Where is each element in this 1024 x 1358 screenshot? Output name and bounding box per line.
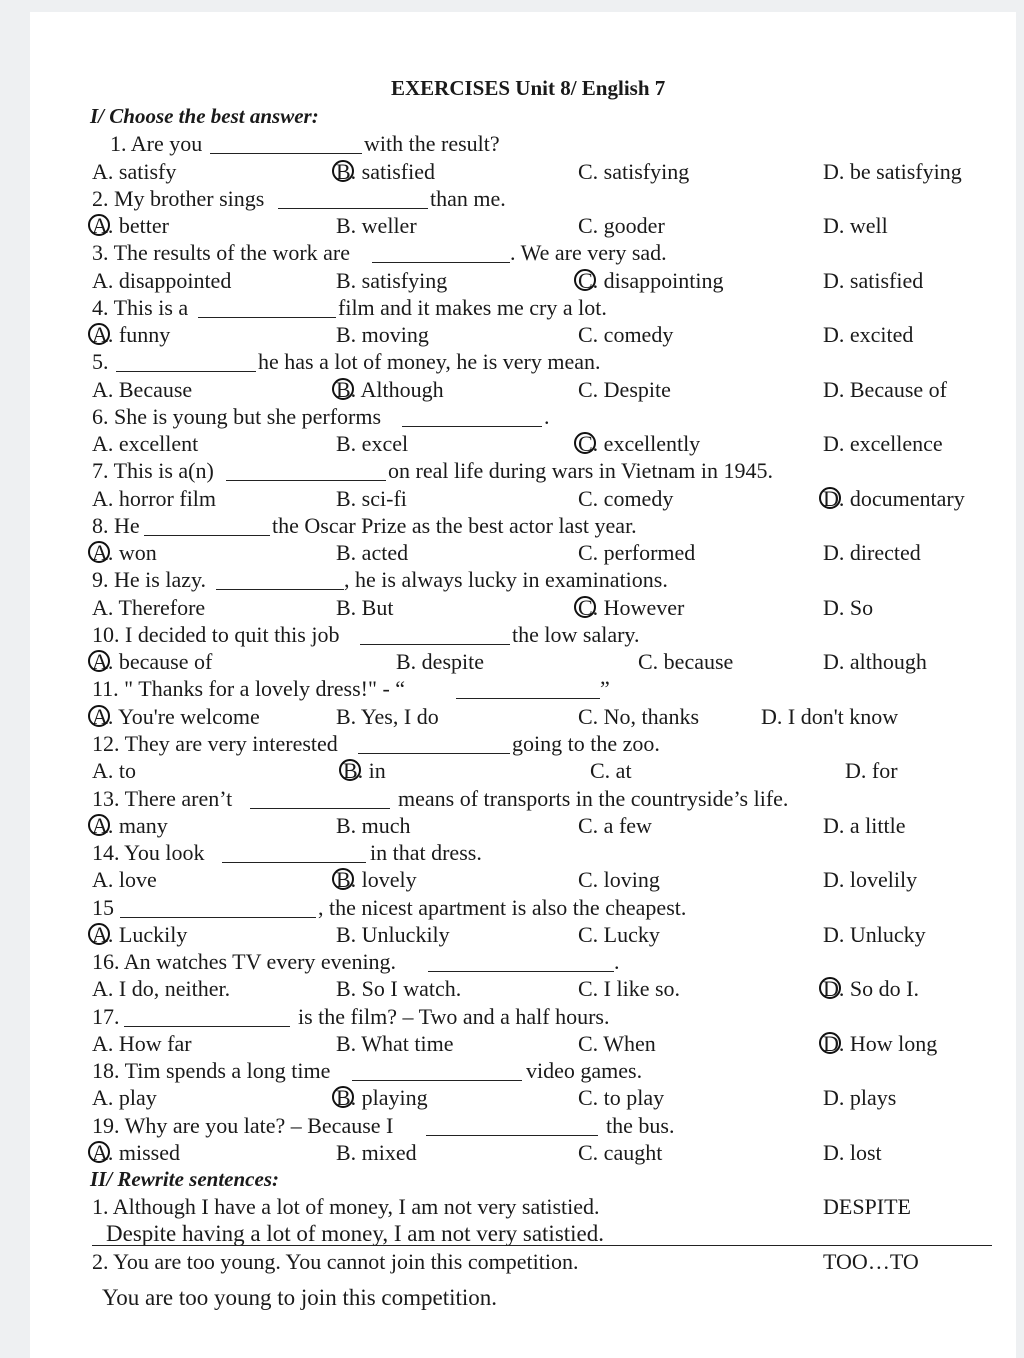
option-13a: A. many (92, 813, 168, 838)
question-4-stem-end: film and it makes me cry a lot. (338, 295, 607, 320)
option-8a: A. won (92, 540, 157, 565)
question-18-stem: 18. Tim spends a long time (92, 1058, 331, 1083)
question-1-stem: 1. Are you (110, 131, 203, 156)
option-4a: A. funny (92, 322, 171, 347)
question-7-blank (226, 480, 386, 481)
option-3c: C. disappointing (578, 268, 724, 293)
question-19-stem: 19. Why are you late? – Because I (92, 1113, 394, 1138)
question-8-stem-end: the Oscar Prize as the best actor last year. (272, 513, 637, 538)
option-17d: D. How long (823, 1031, 938, 1056)
question-17-stem: 17. (92, 1004, 120, 1029)
question-9-stem-end: , he is always lucky in examinations. (344, 567, 668, 592)
question-12-stem-end: going to the zoo. (512, 731, 660, 756)
option-2b: B. weller (336, 213, 417, 238)
answer-circle-8 (88, 541, 110, 563)
question-13-stem: 13. There aren’t (92, 786, 233, 811)
option-3d: D. satisfied (823, 268, 924, 293)
option-18d: D. plays (823, 1085, 897, 1110)
question-19-blank (426, 1135, 598, 1136)
option-12c: C. at (590, 758, 632, 783)
option-16d: D. So do I. (823, 976, 919, 1001)
option-19c: C. caught (578, 1140, 663, 1165)
answer-circle-15 (88, 923, 110, 945)
option-16a: A. I do, neither. (92, 976, 231, 1001)
option-8c: C. performed (578, 540, 696, 565)
question-15-stem: 15 (92, 895, 114, 920)
option-1d: D. be satisfying (823, 159, 962, 184)
option-13d: D. a little (823, 813, 906, 838)
option-5a: A. Because (92, 377, 193, 402)
answer-circle-3 (574, 269, 596, 291)
option-10c: C. because (638, 649, 734, 674)
question-11-blank (456, 698, 600, 699)
option-13c: C. a few (578, 813, 652, 838)
option-2d: D. well (823, 213, 888, 238)
question-11-stem-end: ” (600, 676, 610, 701)
rewrite-1-answer-line (92, 1245, 992, 1246)
question-7-stem: 7. This is a(n) (92, 458, 214, 483)
rewrite-2-keyword: TOO…TO (823, 1249, 919, 1274)
question-15-blank (120, 917, 316, 918)
option-19b: B. mixed (336, 1140, 417, 1165)
rewrite-2-answer: You are too young to join this competition. (102, 1285, 498, 1310)
option-9c: C. However (578, 595, 685, 620)
question-18-blank (352, 1080, 522, 1081)
option-2a: A. better (92, 213, 169, 238)
question-5-blank (116, 371, 256, 372)
question-15-stem-end: , the nicest apartment is also the cheapest. (318, 895, 687, 920)
option-6a: A. excellent (92, 431, 199, 456)
option-17b: B. What time (336, 1031, 454, 1056)
question-6-blank (402, 426, 542, 427)
question-10-stem-end: the low salary. (512, 622, 640, 647)
option-9a: A. Therefore (92, 595, 206, 620)
worksheet-title: EXERCISES Unit 8/ English 7 (391, 76, 666, 100)
option-15c: C. Lucky (578, 922, 660, 947)
option-4d: D. excited (823, 322, 914, 347)
answer-circle-14 (332, 868, 354, 890)
answer-circle-18 (332, 1086, 354, 1108)
option-11d: D. I don't know (761, 704, 899, 729)
option-11b: B. Yes, I do (336, 704, 439, 729)
option-6c: C. excellently (578, 431, 701, 456)
option-12d: D. for (845, 758, 898, 783)
option-10a: A. because of (92, 649, 213, 674)
question-3-stem-end: . We are very sad. (510, 240, 667, 265)
worksheet-page (30, 12, 1016, 1358)
option-9b: B. But (336, 595, 394, 620)
option-7d: D. documentary (823, 486, 965, 511)
answer-circle-4 (88, 323, 110, 345)
option-19a: A. missed (92, 1140, 180, 1165)
answer-circle-7 (819, 487, 841, 509)
option-5b: B. Although (336, 377, 444, 402)
question-8-stem: 8. He (92, 513, 140, 538)
option-14b: B. lovely (336, 867, 417, 892)
option-14a: A. love (92, 867, 157, 892)
answer-circle-1 (332, 160, 354, 182)
question-17-blank (124, 1026, 290, 1027)
question-12-stem: 12. They are very interested (92, 731, 338, 756)
option-11c: C. No, thanks (578, 704, 699, 729)
option-5c: C. Despite (578, 377, 671, 402)
option-4b: B. moving (336, 322, 429, 347)
question-14-stem: 14. You look (92, 840, 205, 865)
answer-circle-2 (88, 214, 110, 236)
option-15a: A. Luckily (92, 922, 188, 947)
option-19d: D. lost (823, 1140, 882, 1165)
question-2-stem: 2. My brother sings (92, 186, 265, 211)
answer-circle-19 (88, 1141, 110, 1163)
answer-circle-6 (574, 432, 596, 454)
option-16b: B. So I watch. (336, 976, 462, 1001)
option-8d: D. directed (823, 540, 921, 565)
question-4-blank (198, 317, 336, 318)
option-3a: A. disappointed (92, 268, 232, 293)
option-17a: A. How far (92, 1031, 192, 1056)
option-16c: C. I like so. (578, 976, 681, 1001)
rewrite-1-keyword: DESPITE (823, 1194, 911, 1219)
question-9-stem: 9. He is lazy. (92, 567, 207, 592)
answer-circle-10 (88, 650, 110, 672)
option-12b: B. in (343, 758, 386, 783)
option-7c: C. comedy (578, 486, 674, 511)
option-15b: B. Unluckily (336, 922, 450, 947)
answer-circle-16 (819, 977, 841, 999)
question-10-stem: 10. I decided to quit this job (92, 622, 340, 647)
question-16-blank (428, 971, 614, 972)
answer-circle-13 (88, 814, 110, 836)
option-7a: A. horror film (92, 486, 217, 511)
question-3-stem: 3. The results of the work are (92, 240, 351, 265)
option-3b: B. satisfying (336, 268, 448, 293)
option-1a: A. satisfy (92, 159, 177, 184)
option-14c: C. loving (578, 867, 660, 892)
option-18c: C. to play (578, 1085, 665, 1110)
option-11a: A. You're welcome (92, 704, 260, 729)
option-12a: A. to (92, 758, 136, 783)
question-13-stem-end: means of transports in the countryside’s life. (398, 786, 789, 811)
question-16-stem: 16. An watches TV every evening. (92, 949, 397, 974)
question-14-stem-end: in that dress. (370, 840, 482, 865)
option-15d: D. Unlucky (823, 922, 926, 947)
option-4c: C. comedy (578, 322, 674, 347)
rewrite-2-sentence: 2. You are too young. You cannot join this competition. (92, 1249, 579, 1274)
option-17c: C. When (578, 1031, 656, 1056)
option-18b: B. playing (336, 1085, 428, 1110)
question-10-blank (360, 644, 510, 645)
question-19-stem-end: the bus. (606, 1113, 675, 1138)
option-18a: A. play (92, 1085, 157, 1110)
question-13-blank (250, 808, 390, 809)
question-8-blank (144, 535, 270, 536)
answer-circle-5 (332, 378, 354, 400)
rewrite-1-sentence: 1. Although I have a lot of money, I am not very satistied. (92, 1194, 600, 1219)
question-11-stem: 11. " Thanks for a lovely dress!" - “ (92, 676, 406, 701)
question-1-blank (210, 153, 362, 154)
rewrite-1-answer: Despite having a lot of money, I am not very satistied. (106, 1221, 605, 1246)
option-14d: D. lovelily (823, 867, 918, 892)
option-7b: B. sci-fi (336, 486, 407, 511)
question-4-stem: 4. This is a (92, 295, 189, 320)
section-1-heading: I/ Choose the best answer: (90, 104, 319, 128)
question-6-stem-end: . (544, 404, 550, 429)
option-9d: D. So (823, 595, 874, 620)
option-6d: D. excellence (823, 431, 943, 456)
answer-circle-12 (339, 759, 361, 781)
option-1c: C. satisfying (578, 159, 690, 184)
question-16-stem-end: . (614, 949, 620, 974)
option-1b: B. satisfied (336, 159, 435, 184)
answer-circle-9 (574, 596, 596, 618)
option-5d: D. Because of (823, 377, 948, 402)
question-12-blank (358, 753, 510, 754)
question-17-stem-end: is the film? – Two and a half hours. (298, 1004, 610, 1029)
question-7-stem-end: on real life during wars in Vietnam in 1945. (388, 458, 774, 483)
question-14-blank (222, 862, 366, 863)
question-5-stem: 5. (92, 349, 109, 374)
option-2c: C. gooder (578, 213, 665, 238)
question-18-stem-end: video games. (526, 1058, 643, 1083)
option-8b: B. acted (336, 540, 409, 565)
option-13b: B. much (336, 813, 411, 838)
question-9-blank (216, 589, 344, 590)
question-5-stem-end: he has a lot of money, he is very mean. (258, 349, 601, 374)
question-1-stem-end: with the result? (364, 131, 500, 156)
answer-circle-11 (88, 705, 110, 727)
option-6b: B. excel (336, 431, 409, 456)
section-2-heading: II/ Rewrite sentences: (90, 1167, 279, 1191)
question-6-stem: 6. She is young but she performs (92, 404, 382, 429)
answer-circle-17 (819, 1032, 841, 1054)
option-10d: D. although (823, 649, 927, 674)
question-2-stem-end: than me. (430, 186, 506, 211)
option-10b: B. despite (396, 649, 484, 674)
question-2-blank (278, 208, 428, 209)
question-3-blank (372, 262, 510, 263)
